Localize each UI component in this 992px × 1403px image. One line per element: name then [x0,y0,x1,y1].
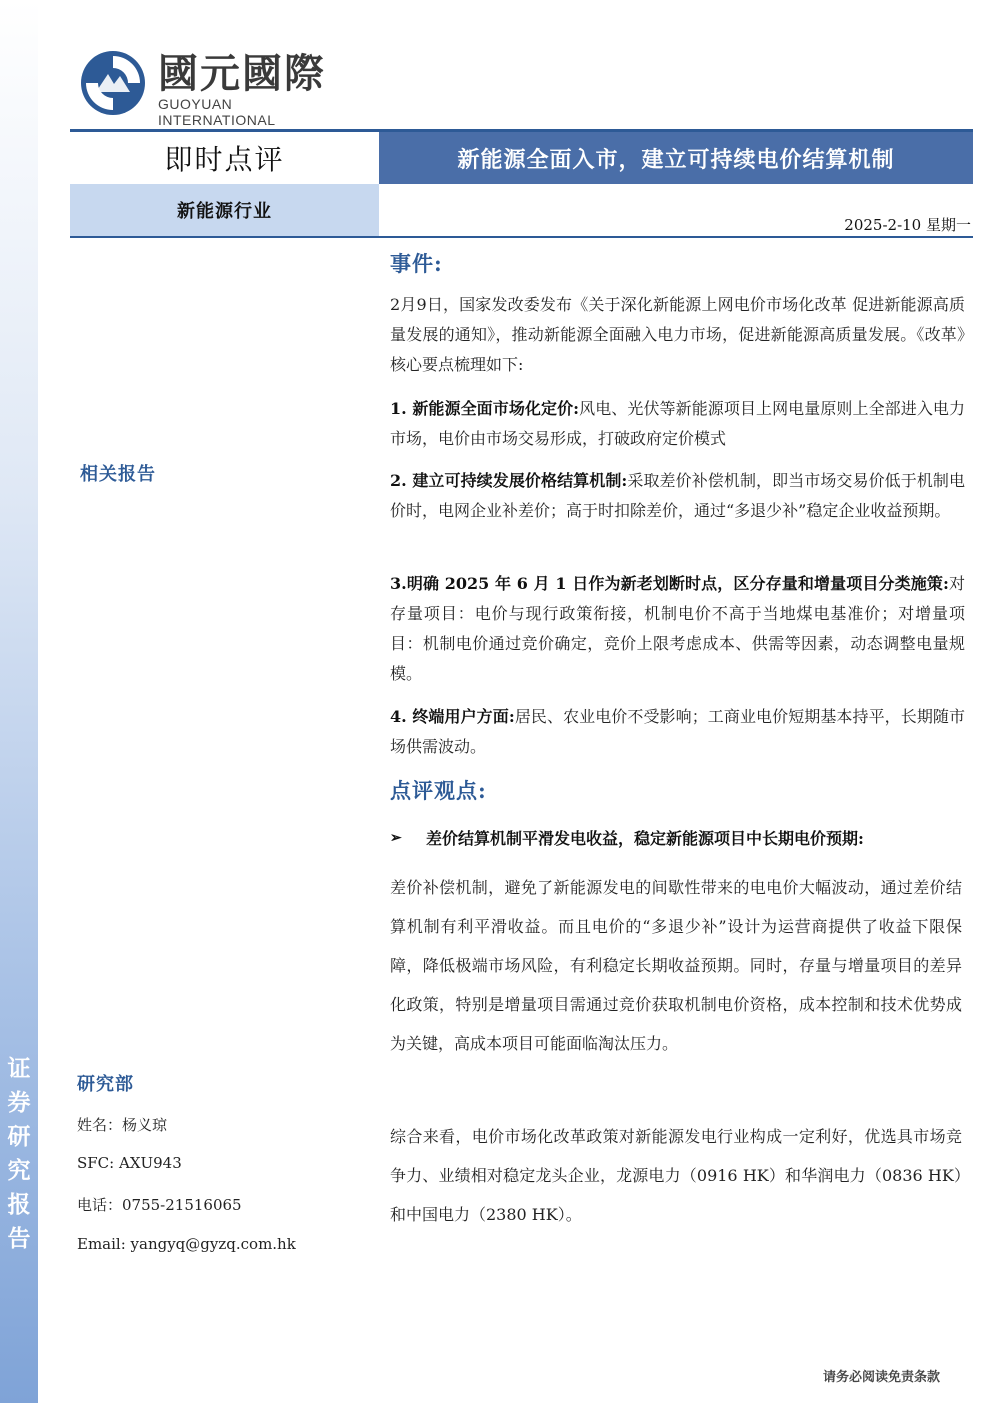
event-point-lead: 1. 新能源全面市场化定价: [390,399,580,418]
review-bullet [390,826,965,849]
review-title: 点评观点: [390,778,487,803]
side-label-char: 究 [7,1158,31,1184]
review-para-2: 综合来看，电价市场化改革政策对新能源发电行业构成一定利好，优选具市场竞争力、业绩相对稳定龙头企业，龙源电力（0916 HK）和华润电力（0836 HK）和中国电力（2380 HK）。 [390,1127,962,1224]
event-point-lead: 2. 建立可持续发展价格结算机制: [390,471,628,490]
event-point-body: 风电、光伏等新能源项目上网电量原则上全部进入电力市场，电价由市场交易形成，打破政府定价模式 [390,399,965,448]
event-point-body: 对存量项目：电价与现行政策衔接，机制电价不高于当地煤电基准价；对增量项目：机制电价通过竞价确定，竞价上限考虑成本、供需等因素，动态调整电量规模。 [390,574,965,683]
side-label-char: 告 [7,1226,31,1252]
review-bullet-heading: 差价结算机制平滑发电收益，稳定新能源项目中长期电价预期: [426,829,864,848]
event-intro: 2月9日，国家发改委发布《关于深化新能源上网电价市场化改革 促进新能源高质量发展的通知》，推动新能源全面融入电力市场，促进新能源高质量发展。《改革》核心要点梳理如下: [390,295,965,374]
event-point-body: 采取差价补偿机制，即当市场交易价低于机制电价时，电网企业补差价；高于时扣除差价，通过“多退少补”稳定企业收益预期。 [390,471,965,520]
dept-title: 研究部 [77,1074,134,1095]
event-point-4 [390,702,965,762]
event-point-lead: 3.明确 2025 年 6 月 1 日作为新老划断时点，区分存量和增量项目分类施策: [390,574,949,593]
event-point-1 [390,394,965,454]
event-point-2 [390,466,965,526]
side-vertical-label [4,1052,34,1256]
analyst-phone: 电话：0755-21516065 [77,1196,242,1214]
disclaimer-link[interactable]: 请务必阅读免责条款 [822,1370,940,1385]
event-point-3 [390,569,965,689]
analyst-sfc: SFC: AXU943 [77,1154,182,1172]
event-point-body: 居民、农业电价不受影响；工商业电价短期基本持平，长期随市场供需波动。 [390,707,965,756]
report-date: 2025-2-10 星期一 [844,216,971,234]
event-title: 事件: [390,251,443,276]
header-bottom-rule [70,236,973,238]
analyst-name: 姓名：杨义琼 [77,1116,168,1134]
logo-mark-icon [78,48,148,118]
related-reports-title: 相关报告 [80,464,156,485]
industry-label: 新能源行业 [70,184,379,236]
side-label-char: 报 [7,1192,31,1218]
side-label-char: 研 [7,1124,31,1150]
logo-name-cn: 國元國際 [158,51,326,97]
analyst-email[interactable]: Email: yangyq@gyzq.com.hk [77,1235,296,1253]
report-type: 即时点评 [164,143,285,176]
review-para-1: 差价补偿机制，避免了新能源发电的间歇性带来的电电价大幅波动，通过差价结算机制有利平滑收益。而且电价的“多退少补”设计为运营商提供了收益下限保障，降低极端市场风险，有利稳定长期收益预期。同时，存量与增量项目的差异化政策，特别是增量项目需通过竞价获取机制电价资格，成本控制和技术优势成为关键，高成本项目可能面临淘汰压力。 [390,878,962,1053]
event-point-lead: 4. 终端用户方面: [390,707,515,726]
company-logo [78,48,338,128]
logo-name-en: GUOYUAN INTERNATIONAL [158,96,276,128]
arrow-bullet-icon: ➢ [390,829,402,846]
side-label-char: 券 [7,1090,31,1116]
report-title: 新能源全面入市，建立可持续电价结算机制 [379,132,973,184]
side-label-char: 证 [7,1056,31,1082]
